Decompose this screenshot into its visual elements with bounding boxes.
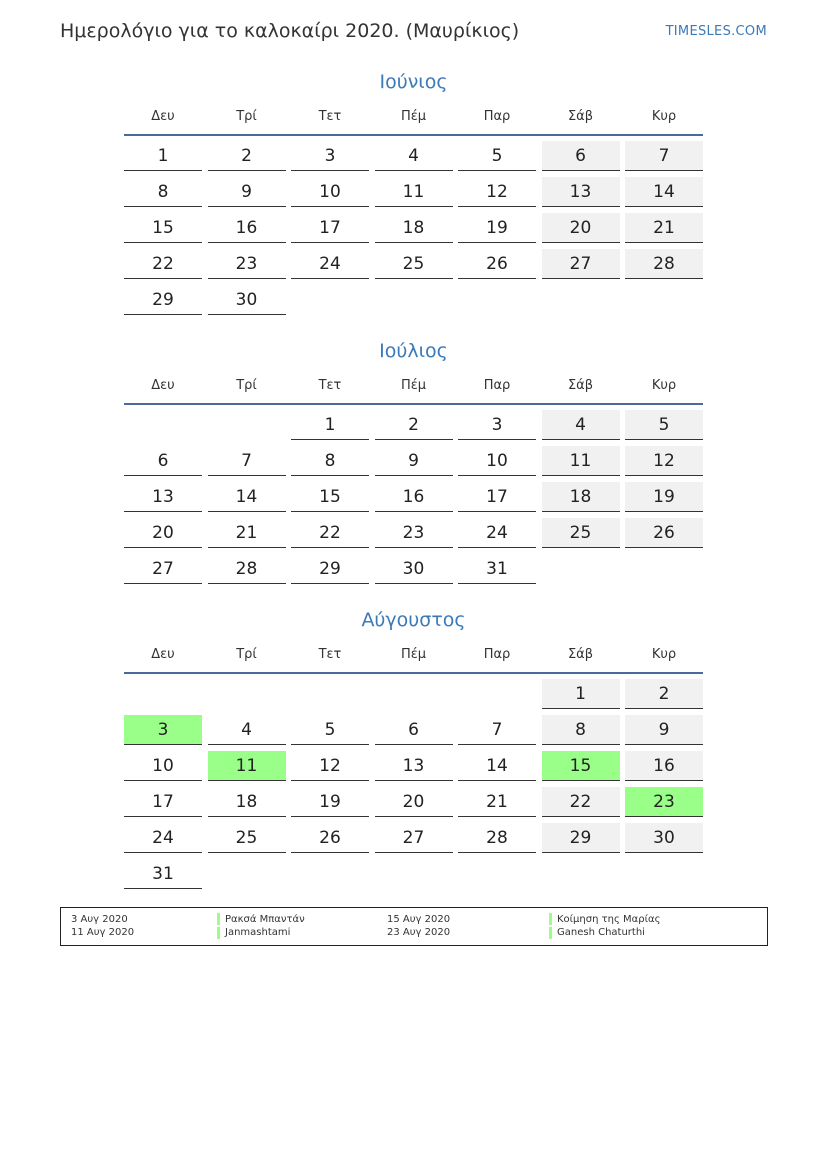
day-cell: 3 bbox=[291, 141, 369, 171]
legend-holiday-name: Κοίμηση της Μαρίας bbox=[557, 914, 661, 925]
holiday-marker bbox=[549, 913, 552, 925]
day-cell: 27 bbox=[124, 554, 202, 584]
empty-cell bbox=[625, 859, 703, 889]
empty-cell bbox=[542, 554, 620, 584]
weekday-label: Πέμ bbox=[400, 109, 427, 124]
weekday-label: Παρ bbox=[483, 109, 511, 124]
day-cell: 27 bbox=[375, 823, 453, 853]
day-cell: 3 bbox=[124, 715, 202, 745]
day-cell: 13 bbox=[542, 177, 620, 207]
day-cell: 16 bbox=[375, 482, 453, 512]
month-name: Ιούνιος bbox=[379, 71, 448, 93]
month-june bbox=[124, 67, 703, 321]
weekday-label: Σάβ bbox=[567, 647, 594, 662]
empty-cell bbox=[124, 679, 202, 709]
day-cell: 7 bbox=[625, 141, 703, 171]
empty-cell bbox=[458, 679, 536, 709]
weekday-label: Σάβ bbox=[567, 378, 594, 393]
day-cell: 11 bbox=[542, 446, 620, 476]
legend-date: 23 Αυγ 2020 bbox=[387, 927, 451, 938]
day-cell: 6 bbox=[375, 715, 453, 745]
day-cell: 29 bbox=[542, 823, 620, 853]
day-cell: 8 bbox=[542, 715, 620, 745]
weekday-label: Δευ bbox=[151, 109, 175, 124]
holiday-marker bbox=[217, 927, 220, 939]
day-cell: 12 bbox=[625, 446, 703, 476]
month-name: Ιούλιος bbox=[379, 340, 448, 362]
legend-date: 11 Αυγ 2020 bbox=[71, 927, 135, 938]
day-cell: 30 bbox=[375, 554, 453, 584]
day-cell: 14 bbox=[625, 177, 703, 207]
day-cell: 24 bbox=[291, 249, 369, 279]
weekday-label: Τετ bbox=[318, 109, 342, 124]
weekday-label: Δευ bbox=[151, 647, 175, 662]
day-cell: 11 bbox=[375, 177, 453, 207]
day-cell: 15 bbox=[291, 482, 369, 512]
day-cell: 9 bbox=[375, 446, 453, 476]
day-cell: 17 bbox=[458, 482, 536, 512]
day-cell: 5 bbox=[625, 410, 703, 440]
empty-cell bbox=[375, 859, 453, 889]
day-cell: 14 bbox=[208, 482, 286, 512]
day-cell: 29 bbox=[291, 554, 369, 584]
empty-cell bbox=[208, 410, 286, 440]
weekday-label: Πέμ bbox=[400, 378, 427, 393]
holiday-marker bbox=[217, 913, 220, 925]
empty-cell bbox=[625, 554, 703, 584]
month-august bbox=[124, 605, 703, 895]
day-cell: 10 bbox=[291, 177, 369, 207]
weekday-header bbox=[124, 107, 703, 136]
day-cell: 22 bbox=[542, 787, 620, 817]
day-cell: 6 bbox=[542, 141, 620, 171]
day-cell: 6 bbox=[124, 446, 202, 476]
empty-cell bbox=[375, 285, 453, 315]
day-cell: 2 bbox=[375, 410, 453, 440]
month-name: Αύγουστος bbox=[361, 609, 466, 631]
empty-cell bbox=[291, 679, 369, 709]
day-cell: 19 bbox=[625, 482, 703, 512]
day-cell: 19 bbox=[458, 213, 536, 243]
weekday-label: Παρ bbox=[483, 647, 511, 662]
day-cell: 27 bbox=[542, 249, 620, 279]
day-cell: 10 bbox=[458, 446, 536, 476]
day-cell: 20 bbox=[542, 213, 620, 243]
empty-cell bbox=[291, 285, 369, 315]
day-cell: 28 bbox=[458, 823, 536, 853]
day-cell: 18 bbox=[375, 213, 453, 243]
day-cell: 11 bbox=[208, 751, 286, 781]
weekday-label: Παρ bbox=[483, 378, 511, 393]
day-cell: 28 bbox=[208, 554, 286, 584]
day-cell: 23 bbox=[208, 249, 286, 279]
day-cell: 30 bbox=[625, 823, 703, 853]
day-cell: 2 bbox=[625, 679, 703, 709]
weekday-label: Δευ bbox=[151, 378, 175, 393]
day-cell: 1 bbox=[542, 679, 620, 709]
day-cell: 25 bbox=[542, 518, 620, 548]
day-grid bbox=[124, 410, 703, 590]
legend-holiday-name: Janmashtami bbox=[225, 927, 291, 938]
holiday-marker bbox=[549, 927, 552, 939]
day-cell: 13 bbox=[375, 751, 453, 781]
day-cell: 26 bbox=[625, 518, 703, 548]
day-cell: 17 bbox=[291, 213, 369, 243]
day-cell: 21 bbox=[625, 213, 703, 243]
day-cell: 26 bbox=[458, 249, 536, 279]
day-cell: 3 bbox=[458, 410, 536, 440]
empty-cell bbox=[375, 679, 453, 709]
day-cell: 18 bbox=[542, 482, 620, 512]
legend-holiday-name: Ρακσά Μπαντάν bbox=[225, 914, 305, 925]
day-cell: 15 bbox=[542, 751, 620, 781]
day-cell: 5 bbox=[291, 715, 369, 745]
day-cell: 8 bbox=[124, 177, 202, 207]
legend-date: 3 Αυγ 2020 bbox=[71, 914, 128, 925]
weekday-label: Σάβ bbox=[567, 109, 594, 124]
weekday-label: Κυρ bbox=[651, 109, 677, 124]
day-cell: 21 bbox=[458, 787, 536, 817]
weekday-label: Τρί bbox=[236, 109, 257, 124]
day-cell: 9 bbox=[208, 177, 286, 207]
weekday-header bbox=[124, 376, 703, 405]
legend-date: 15 Αυγ 2020 bbox=[387, 914, 451, 925]
day-cell: 5 bbox=[458, 141, 536, 171]
day-cell: 22 bbox=[291, 518, 369, 548]
day-cell: 17 bbox=[124, 787, 202, 817]
empty-cell bbox=[542, 859, 620, 889]
day-cell: 23 bbox=[375, 518, 453, 548]
day-cell: 1 bbox=[124, 141, 202, 171]
weekday-label: Κυρ bbox=[651, 378, 677, 393]
day-cell: 24 bbox=[458, 518, 536, 548]
day-cell: 8 bbox=[291, 446, 369, 476]
day-cell: 29 bbox=[124, 285, 202, 315]
page-title: Ημερολόγιο για το καλοκαίρι 2020. (Μαυρίκιος) bbox=[60, 20, 520, 42]
day-cell: 24 bbox=[124, 823, 202, 853]
weekday-header bbox=[124, 645, 703, 674]
day-cell: 18 bbox=[208, 787, 286, 817]
day-cell: 25 bbox=[208, 823, 286, 853]
day-cell: 12 bbox=[291, 751, 369, 781]
empty-cell bbox=[458, 859, 536, 889]
site-brand-link[interactable]: TIMESLES.COM bbox=[665, 24, 767, 39]
day-cell: 12 bbox=[458, 177, 536, 207]
day-cell: 10 bbox=[124, 751, 202, 781]
day-cell: 16 bbox=[625, 751, 703, 781]
day-grid bbox=[124, 141, 703, 321]
month-july bbox=[124, 336, 703, 590]
day-grid bbox=[124, 679, 703, 895]
day-cell: 19 bbox=[291, 787, 369, 817]
weekday-label: Τετ bbox=[318, 378, 342, 393]
day-cell: 31 bbox=[124, 859, 202, 889]
empty-cell bbox=[458, 285, 536, 315]
day-cell: 4 bbox=[208, 715, 286, 745]
weekday-label: Κυρ bbox=[651, 647, 677, 662]
day-cell: 9 bbox=[625, 715, 703, 745]
holiday-legend bbox=[60, 907, 768, 946]
day-cell: 7 bbox=[458, 715, 536, 745]
day-cell: 13 bbox=[124, 482, 202, 512]
legend-holiday-name: Ganesh Chaturthi bbox=[557, 927, 645, 938]
weekday-label: Τρί bbox=[236, 647, 257, 662]
empty-cell bbox=[124, 410, 202, 440]
day-cell: 4 bbox=[375, 141, 453, 171]
day-cell: 14 bbox=[458, 751, 536, 781]
day-cell: 21 bbox=[208, 518, 286, 548]
day-cell: 2 bbox=[208, 141, 286, 171]
day-cell: 7 bbox=[208, 446, 286, 476]
weekday-label: Τετ bbox=[318, 647, 342, 662]
empty-cell bbox=[625, 285, 703, 315]
day-cell: 31 bbox=[458, 554, 536, 584]
day-cell: 20 bbox=[375, 787, 453, 817]
day-cell: 23 bbox=[625, 787, 703, 817]
empty-cell bbox=[542, 285, 620, 315]
day-cell: 28 bbox=[625, 249, 703, 279]
day-cell: 15 bbox=[124, 213, 202, 243]
empty-cell bbox=[291, 859, 369, 889]
day-cell: 25 bbox=[375, 249, 453, 279]
day-cell: 30 bbox=[208, 285, 286, 315]
empty-cell bbox=[208, 859, 286, 889]
empty-cell bbox=[208, 679, 286, 709]
day-cell: 20 bbox=[124, 518, 202, 548]
weekday-label: Πέμ bbox=[400, 647, 427, 662]
day-cell: 1 bbox=[291, 410, 369, 440]
day-cell: 26 bbox=[291, 823, 369, 853]
day-cell: 16 bbox=[208, 213, 286, 243]
day-cell: 22 bbox=[124, 249, 202, 279]
day-cell: 4 bbox=[542, 410, 620, 440]
weekday-label: Τρί bbox=[236, 378, 257, 393]
